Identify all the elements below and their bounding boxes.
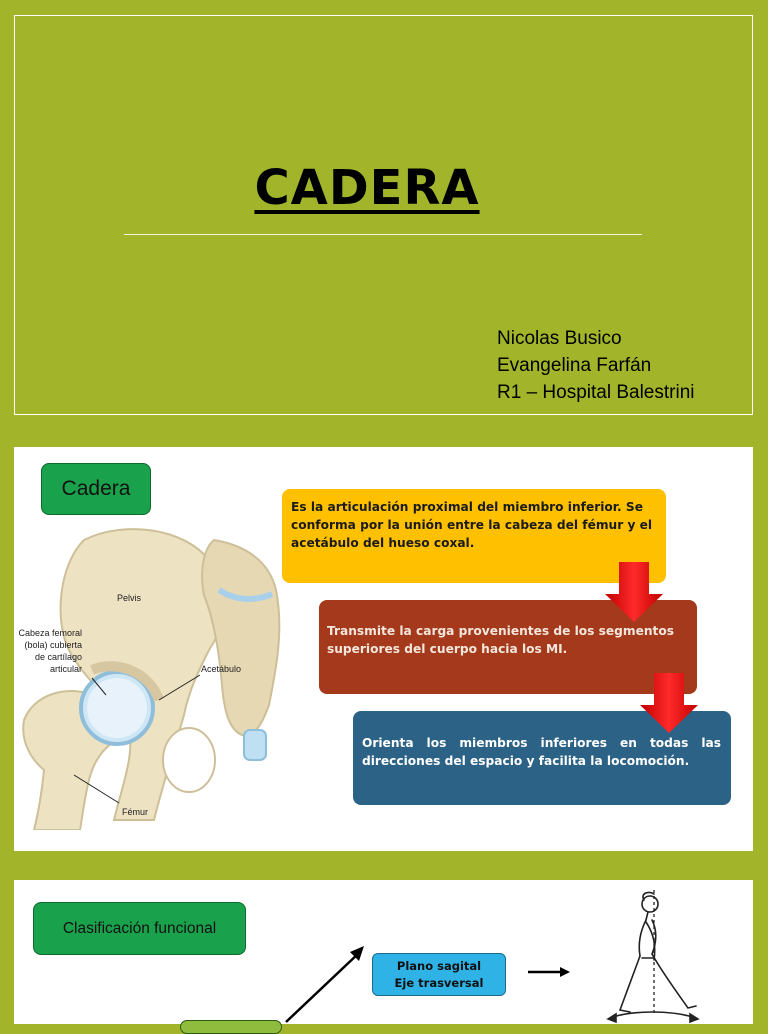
plano-sagital-box: Plano sagital Eje trasversal (372, 953, 506, 996)
section-label-cadera: Cadera (41, 463, 151, 515)
right-arrow-icon (526, 964, 574, 980)
walking-woman-illustration (592, 888, 732, 1024)
title-divider (124, 234, 642, 235)
page-title: CADERA (254, 160, 480, 216)
section-label-clasificacion: Clasificación funcional (33, 902, 246, 955)
author-3: R1 – Hospital Balestrini (497, 382, 695, 403)
info-box-definition: Es la articulación proximal del miembro inferior. Se conforma por la unión entre la cabeza del fémur y el acetábulo del hueso coxal. (282, 489, 666, 583)
diagonal-arrow-icon (280, 940, 380, 1024)
down-arrow-icon (603, 560, 665, 624)
info-box-orientacion: Orienta los miembros inferiores en todas las direcciones del espacio y facilita la locomoción. (353, 711, 731, 805)
label-acetabulo: Acetábulo (201, 664, 242, 674)
down-arrow-icon (638, 671, 700, 735)
label-cabeza-femoral: Cabeza femoral (bola) cubierta de cartílago articular (18, 628, 82, 674)
hip-anatomy-illustration (14, 520, 294, 830)
label-femur: Fémur (122, 807, 149, 817)
author-1: Nicolas Busico (497, 328, 622, 349)
label-pelvis: Pelvis (117, 593, 142, 603)
green-label-partial (180, 1020, 282, 1034)
author-2: Evangelina Farfán (497, 355, 652, 376)
info-box-carga: Transmite la carga provenientes de los segmentos superiores del cuerpo hacia los MI. (319, 600, 697, 694)
